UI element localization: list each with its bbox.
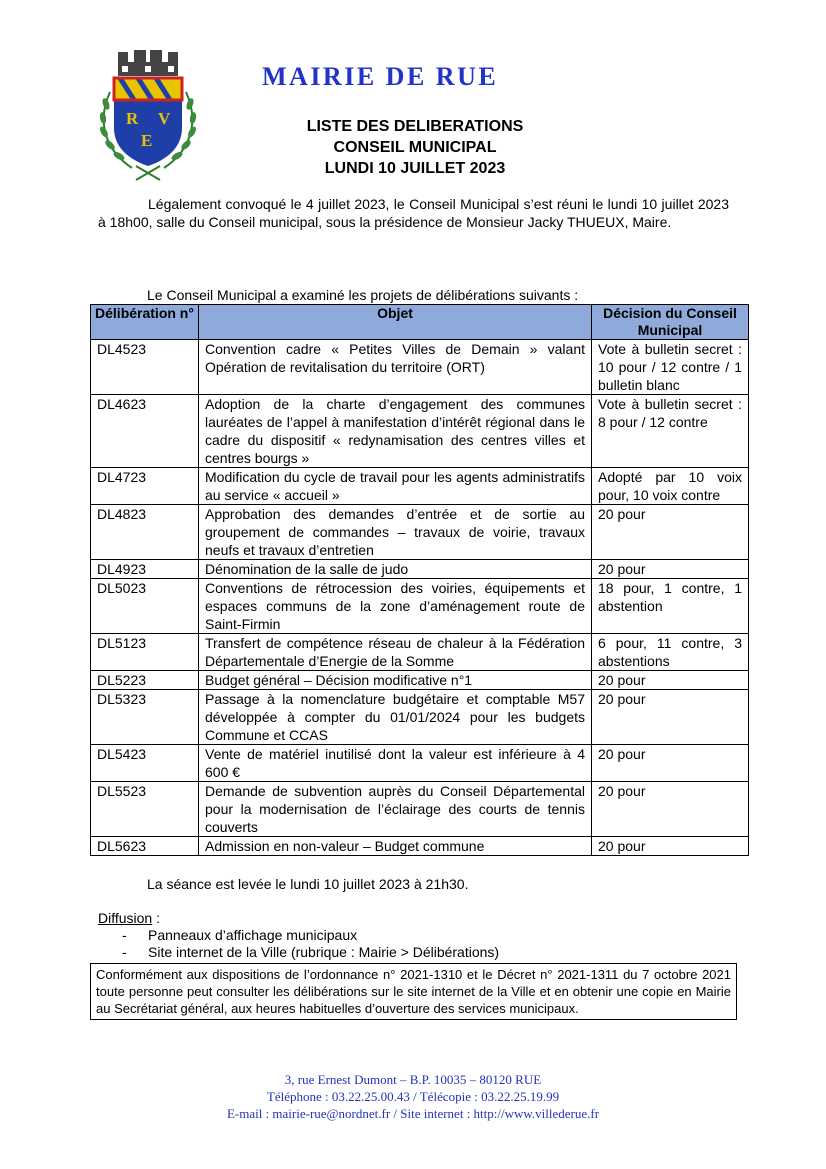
document-heading <box>200 116 630 179</box>
deliberation-number: DL5623 <box>91 837 199 856</box>
deliberation-number: DL5323 <box>91 690 199 745</box>
deliberation-object: Demande de subvention auprès du Conseil Départemental pour la modernisation de l’éclairage des courts de tennis couverts <box>199 782 592 837</box>
table-row <box>91 560 749 579</box>
deliberation-object: Convention cadre « Petites Villes de Demain » valant Opération de revitalisation du territoire (ORT) <box>199 340 592 395</box>
table-row <box>91 690 749 745</box>
heading-line: LUNDI 10 JUILLET 2023 <box>324 160 506 177</box>
deliberation-object: Adoption de la charte d’engagement des communes lauréates de l’appel à manifestation d’intérêt régional dans le cadre du dispositif « redynamisation des centres villes et centres bourgs » <box>199 395 592 468</box>
bullet-dash: - <box>122 944 127 960</box>
deliberation-object: Vente de matériel inutilisé dont la valeur est inférieure à 4 600 € <box>199 745 592 782</box>
deliberation-number: DL4723 <box>91 468 199 505</box>
closing-statement: La séance est levée le lundi 10 juillet 2023 à 21h30. <box>147 876 469 892</box>
table-row <box>91 395 749 468</box>
deliberation-object: Approbation des demandes d’entrée et de sortie au groupement de commandes – travaux de voirie, travaux neufs et travaux d’entretien <box>199 505 592 560</box>
table-row <box>91 671 749 690</box>
deliberation-decision: 20 pour <box>592 560 749 579</box>
deliberation-decision: 20 pour <box>592 782 749 837</box>
deliberation-object: Transfert de compétence réseau de chaleur à la Fédération Départementale d’Energie de la Somme <box>199 634 592 671</box>
crest-letter: V <box>158 109 171 128</box>
coat-of-arms-icon <box>96 48 200 182</box>
column-header-decision: Décision du Conseil Municipal <box>592 305 749 340</box>
table-row <box>91 745 749 782</box>
crest-letter: R <box>126 109 139 128</box>
table-row <box>91 579 749 634</box>
organization-title: MAIRIE DE RUE <box>262 62 499 91</box>
deliberation-number: DL4823 <box>91 505 199 560</box>
deliberation-decision: 20 pour <box>592 837 749 856</box>
footer-line: Téléphone : 03.22.25.00.43 / Télécopie : 03.22.25.19.99 <box>266 1089 560 1104</box>
deliberation-number: DL5223 <box>91 671 199 690</box>
column-header-object: Objet <box>199 305 592 340</box>
deliberation-object: Conventions de rétrocession des voiries, équipements et espaces communs de la zone d’aménagement route de Saint-Firmin <box>199 579 592 634</box>
intro-paragraph: Légalement convoqué le 4 juillet 2023, le Conseil Municipal s’est réuni le lundi 10 juillet 2023 à 18h00, salle du Conseil municipal, sous la présidence de Monsieur Jacky THUEUX, Maire. <box>98 196 729 230</box>
deliberation-decision: Vote à bulletin secret : 10 pour / 12 contre / 1 bulletin blanc <box>592 340 749 395</box>
deliberation-object: Passage à la nomenclature budgétaire et comptable M57 développée à compter du 01/01/2024 pour les budgets Commune et CCAS <box>199 690 592 745</box>
deliberation-number: DL4623 <box>91 395 199 468</box>
deliberation-number: DL5523 <box>91 782 199 837</box>
diffusion-section <box>98 910 499 961</box>
diffusion-label: Diffusion <box>98 910 153 926</box>
table-row <box>91 505 749 560</box>
diffusion-heading <box>98 910 499 927</box>
deliberations-table <box>90 304 749 856</box>
deliberation-decision: 20 pour <box>592 690 749 745</box>
bullet-dash: - <box>122 927 127 943</box>
legal-notice-box: Conformément aux dispositions de l’ordonnance n° 2021-1310 et le Décret n° 2021-1311 du 7 octobre 2021 toute personne peut consulter les délibérations sur le site internet de la Ville et en obtenir une copie en Mairie au Secrétariat général, aux heures habituelles d’ouverture des services municipaux. <box>90 963 737 1020</box>
table-row <box>91 340 749 395</box>
deliberation-decision: Vote à bulletin secret : 8 pour / 12 contre <box>592 395 749 468</box>
deliberation-decision: 20 pour <box>592 745 749 782</box>
deliberation-object: Dénomination de la salle de judo <box>199 560 592 579</box>
deliberation-decision: 18 pour, 1 contre, 1 abstention <box>592 579 749 634</box>
deliberation-number: DL4923 <box>91 560 199 579</box>
deliberation-object: Budget général – Décision modificative n°1 <box>199 671 592 690</box>
table-header-row <box>91 305 749 340</box>
deliberation-object: Admission en non-valeur – Budget commune <box>199 837 592 856</box>
heading-line: CONSEIL MUNICIPAL <box>333 139 497 156</box>
deliberation-decision: Adopté par 10 voix pour, 10 voix contre <box>592 468 749 505</box>
heading-line: LISTE DES DELIBERATIONS <box>306 118 524 135</box>
footer-line: E-mail : mairie-rue@nordnet.fr / Site internet : http://www.villederue.fr <box>226 1106 600 1121</box>
footer-address <box>0 1071 826 1122</box>
footer-line: 3, rue Ernest Dumont – B.P. 10035 – 80120 RUE <box>284 1072 542 1087</box>
diffusion-item: Site internet de la Ville (rubrique : Mairie > Délibérations) <box>148 944 500 960</box>
crest-letter: E <box>141 131 153 150</box>
list-item <box>98 927 499 944</box>
diffusion-item: Panneaux d’affichage municipaux <box>148 927 358 943</box>
table-row <box>91 468 749 505</box>
diffusion-colon: : <box>152 910 160 926</box>
table-row <box>91 837 749 856</box>
deliberation-decision: 20 pour <box>592 671 749 690</box>
deliberation-number: DL4523 <box>91 340 199 395</box>
deliberation-decision: 20 pour <box>592 505 749 560</box>
deliberation-decision: 6 pour, 11 contre, 3 abstentions <box>592 634 749 671</box>
table-row <box>91 782 749 837</box>
deliberation-number: DL5023 <box>91 579 199 634</box>
deliberation-object: Modification du cycle de travail pour les agents administratifs au service « accueil » <box>199 468 592 505</box>
diffusion-list <box>98 927 499 961</box>
table-body <box>91 340 749 856</box>
deliberation-number: DL5123 <box>91 634 199 671</box>
deliberation-number: DL5423 <box>91 745 199 782</box>
table-row <box>91 634 749 671</box>
table-lead-text: Le Conseil Municipal a examiné les projets de délibérations suivants : <box>147 287 579 303</box>
list-item <box>98 944 499 961</box>
column-header-number: Délibération n° <box>91 305 199 340</box>
